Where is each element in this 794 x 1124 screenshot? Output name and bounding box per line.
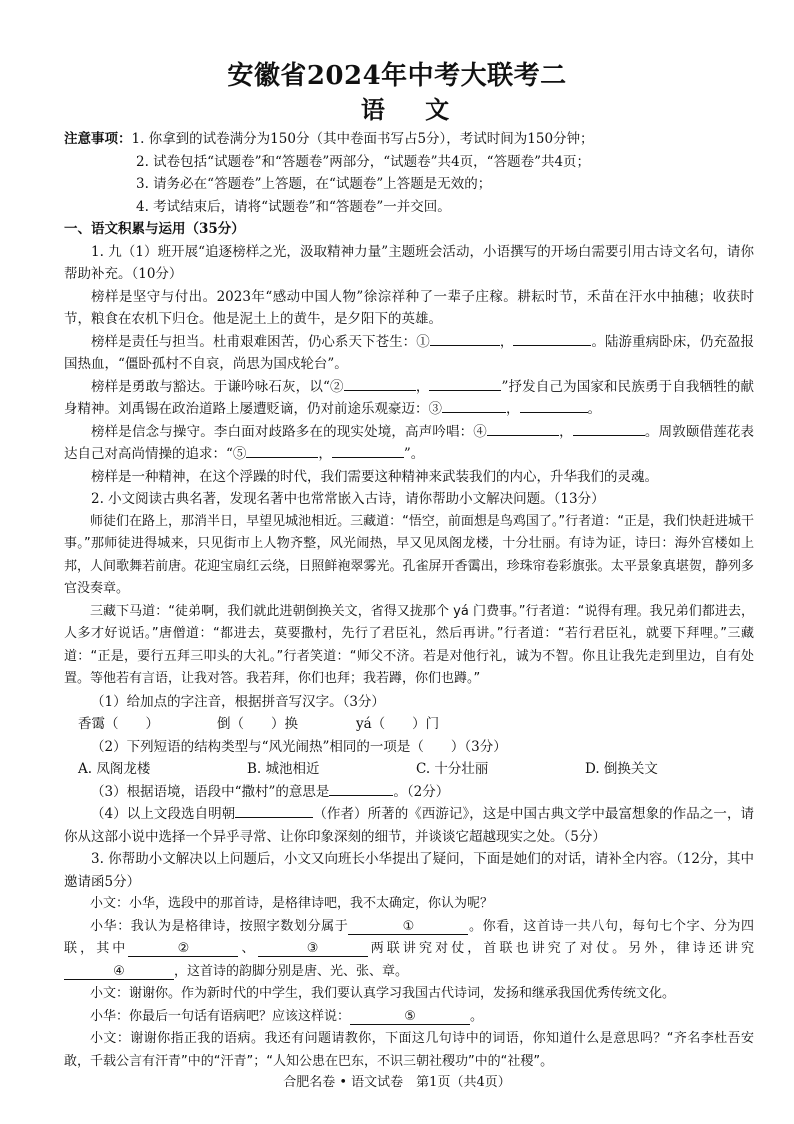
q2-sub-3 bbox=[64, 781, 754, 804]
exam-title: 安徽省2024年中考大联考二 bbox=[227, 61, 567, 91]
answer-blank-1[interactable]: ① bbox=[348, 920, 468, 935]
q1-paragraph-2 bbox=[64, 331, 754, 376]
q1-paragraph-3 bbox=[64, 376, 754, 421]
page-footer: 合肥名卷 • 语文试卷 第1页（共4页） bbox=[283, 1075, 511, 1090]
notice-item-3: 3. 请务必在“答题卷”上答题，在“试题卷”上答题是无效的； bbox=[136, 176, 492, 192]
q1-p4-end: ”。 bbox=[403, 446, 425, 462]
q1-paragraph-5: 榜样是一种精神，在这个浮躁的时代，我们需要这种精神来武装我们的内心，升华我们的灵魂。 bbox=[91, 468, 658, 485]
answer-blank[interactable] bbox=[235, 803, 313, 818]
q1-p2-rest: 。陆游重病卧床，仍充盈报国热血，“僵卧孤村不自哀，尚思为国戍轮台”。 bbox=[64, 333, 755, 372]
q1-p4-text-2: 。周敦颐借莲花表达自己对高尚情操的追求：“⑤ bbox=[64, 423, 755, 462]
notice-label: 注意事项： bbox=[64, 131, 132, 147]
notice-line-1 bbox=[64, 128, 754, 151]
q2-char-3: yá（ ）门 bbox=[356, 716, 440, 732]
answer-blank-4[interactable]: ④ bbox=[64, 965, 174, 980]
q1-p3-text: 榜样是勇敢与豁达。于谦吟咏石灰，以“② bbox=[91, 378, 344, 395]
q3-dialogue-4 bbox=[64, 1006, 754, 1029]
answer-blank[interactable] bbox=[246, 443, 318, 458]
q2-options bbox=[64, 758, 754, 781]
q1-p4-sep: ， bbox=[558, 423, 573, 440]
answer-blank[interactable] bbox=[520, 398, 588, 413]
option-b: B. 城池相近 bbox=[247, 761, 320, 777]
q1-p4-text: 榜样是信念与操守。李白面对歧路多在的现实处境，高声吟唱：④ bbox=[91, 423, 487, 440]
answer-blank-2[interactable]: ② bbox=[128, 942, 238, 957]
q3-intro: 3. 你帮助小文解决以上问题后，小文又向班长小华提出了疑问，下面是她们的对话，请补全内容。（12分，其中邀请函5分） bbox=[64, 851, 754, 890]
answer-blank[interactable] bbox=[429, 376, 501, 391]
q2-char-2: 倒（ ）换 bbox=[217, 716, 298, 732]
answer-blank[interactable] bbox=[344, 376, 416, 391]
answer-blank[interactable] bbox=[573, 421, 645, 436]
notice-item-4: 4. 考试结束后，请将“试题卷”和“答题卷”一并交回。 bbox=[136, 198, 451, 215]
q3-d2-text-3: 两联讲究对仗，首联也讲究了对仗。另外，律诗还讲究 bbox=[367, 941, 754, 956]
q2-char-1: 香霭（ ） bbox=[78, 716, 159, 732]
notice-item-1: 1. 你拿到的试卷满分为150分（其中卷面书写占5分），考试时间为150分钟； bbox=[131, 131, 594, 147]
q1-paragraph-4 bbox=[64, 421, 754, 466]
answer-blank[interactable] bbox=[442, 398, 506, 413]
q3-d2-text: 小华：我认为是格律诗，按照字数划分属于 bbox=[90, 918, 349, 934]
q1-p4-sep-2: ， bbox=[318, 446, 332, 462]
q3-dialogue-2 bbox=[64, 916, 754, 984]
q3-d2-sep: 、 bbox=[238, 941, 258, 956]
q2-sub-3-text: （3）根据语境，语段中“撒村”的意思是 bbox=[91, 783, 330, 800]
answer-blank[interactable] bbox=[332, 443, 404, 458]
q2-sub-4 bbox=[64, 803, 754, 848]
q2-sub-1: （1）给加点的字注音，根据拼音写汉字。（3分） bbox=[91, 693, 385, 710]
q3-d2-end: ，这首诗的韵脚分别是唐、光、张、章。 bbox=[174, 963, 409, 979]
q3-d2-text-2: 。你看，这首诗一共八句，每句七个字、分为四联，其中 bbox=[64, 918, 754, 956]
q2-passage-1: 师徒们在路上，那消半日，早望见城池相近。三藏道：“悟空，前面想是鸟鸡国了。”行者道：“正是，我们快赶进城干事。”那师徒进得城来，只见街市上人物齐整，风光闹热，早又见凤阁龙楼，十分壮丽。有诗为证，诗曰：海外宫楼如上邦，人间歌舞若前唐。花迎宝扇红云绕，日照鲜袍翠雾光。孔雀屏开香霭出，珍珠帘卷彩旗张。太平景象真堪贺，静列多官没奏章。 bbox=[64, 513, 754, 596]
answer-blank[interactable] bbox=[487, 421, 559, 436]
exam-content bbox=[64, 128, 754, 1073]
answer-blank[interactable] bbox=[329, 781, 393, 796]
q1-p3-end: 。 bbox=[587, 401, 601, 417]
q3-d4-text: 小华：你最后一句话有语病吧？应该这样说： bbox=[90, 1008, 351, 1024]
answer-blank[interactable] bbox=[430, 331, 500, 346]
q1-p3-text-2: ”抒发自己为国家和民族勇于自我牺牲的献身精神。刘禹锡在政治道路上屡遭贬谪，仍对前途乐观豪迈：③ bbox=[64, 378, 754, 417]
q3-dialogue-1: 小文：小华，选段中的那首诗，是格律诗吧，我不太确定，你认为呢？ bbox=[90, 896, 494, 911]
q2-passage-2: 三藏下马道：“徒弟啊，我们就此进朝倒换关文，省得又拢那个 yá 门费事。”行者道：“说得有理。我兄弟们都进去，人多才好说话。”唐僧道：“都进去，莫要撒村，先行了君臣礼，然后再讲。”行者道：“若行君臣礼，就要下拜哩。”三藏道：“正是，要行五拜三叩头的大礼。”行者笑道：“师父不济。若是对他行礼，诚为不智。你且让我先走到里边，自有处置。等他若有言语，让我对答。我若拜，你们也拜；我若蹲，你们也蹲。” bbox=[64, 603, 754, 686]
q1-intro: 1. 九（1）班开展“追逐榜样之光，汲取精神力量”主题班会活动，小语撰写的开场白需要引用古诗文名句，请你帮助补充。（10分） bbox=[64, 243, 754, 282]
option-c: C. 十分壮丽 bbox=[416, 761, 489, 777]
q3-dialogue-3: 小文：谢谢你。作为新时代的中学生，我们要认真学习我国古代诗词，发扬和继承我国优秀传统文化。 bbox=[90, 986, 676, 1001]
answer-blank[interactable] bbox=[513, 331, 591, 346]
notice-item-2: 2. 试卷包括“试题卷”和“答题卷”两部分，“试题卷”共4页，“答题卷”共4页； bbox=[136, 153, 591, 170]
option-a: A. 凤阁龙楼 bbox=[78, 761, 151, 777]
q2-sub-4-rest: （作者）所著的《西游记》，这是中国古典文学中最富想象的作品之一，请你从这部小说中选择一个异乎寻常、让你印象深刻的细节，并谈谈它超越现实之处。（5分） bbox=[64, 806, 755, 845]
section-heading: 一、语文积累与运用（35分） bbox=[64, 221, 245, 237]
q3-dialogue-5: 小文：谢谢你指正我的语病。我还有问题请教你，下面这几句诗中的词语，你知道什么是意思吗？“齐名李杜吾安敢，千载公言有汗青”中的“汗青”；“人知公患在巴东，不识三朝社稷功”中的“社稷”。 bbox=[64, 1031, 754, 1069]
q3-d4-end: 。 bbox=[470, 1008, 484, 1024]
answer-blank-3[interactable]: ③ bbox=[258, 942, 368, 957]
q1-p3-sep: ， bbox=[415, 378, 430, 395]
exam-subject: 语 文 bbox=[360, 95, 466, 124]
q1-p2-sep: ， bbox=[499, 333, 514, 350]
q2-sub-3-end: 。（2分） bbox=[393, 783, 450, 800]
notice-block bbox=[64, 128, 754, 218]
q1-p3-sep-2: ， bbox=[506, 401, 520, 417]
answer-blank-5[interactable]: ⑤ bbox=[350, 1010, 470, 1025]
q2-char-list bbox=[64, 713, 754, 736]
q1-paragraph-1: 榜样是坚守与付出。2023年“感动中国人物”徐淙祥种了一辈子庄稼。耕耘时节，禾苗在汗水中抽穗；收获时节，粮食在农机下归仓。他是泥土上的黄牛，是夕阳下的英雄。 bbox=[64, 288, 754, 327]
option-d: D. 倒换关文 bbox=[585, 761, 658, 777]
q2-sub-4-text: （4）以上文段选自明朝 bbox=[91, 806, 236, 822]
q2-intro: 2. 小文阅读古典名著，发现名著中也常常嵌入古诗，请你帮助小文解决问题。（13分） bbox=[91, 491, 605, 507]
q2-sub-2: （2）下列短语的结构类型与“风光闹热”相同的一项是（ ）（3分） bbox=[91, 738, 507, 755]
q1-p2-text: 榜样是责任与担当。杜甫艰难困苦，仍心系天下苍生：① bbox=[91, 333, 430, 350]
